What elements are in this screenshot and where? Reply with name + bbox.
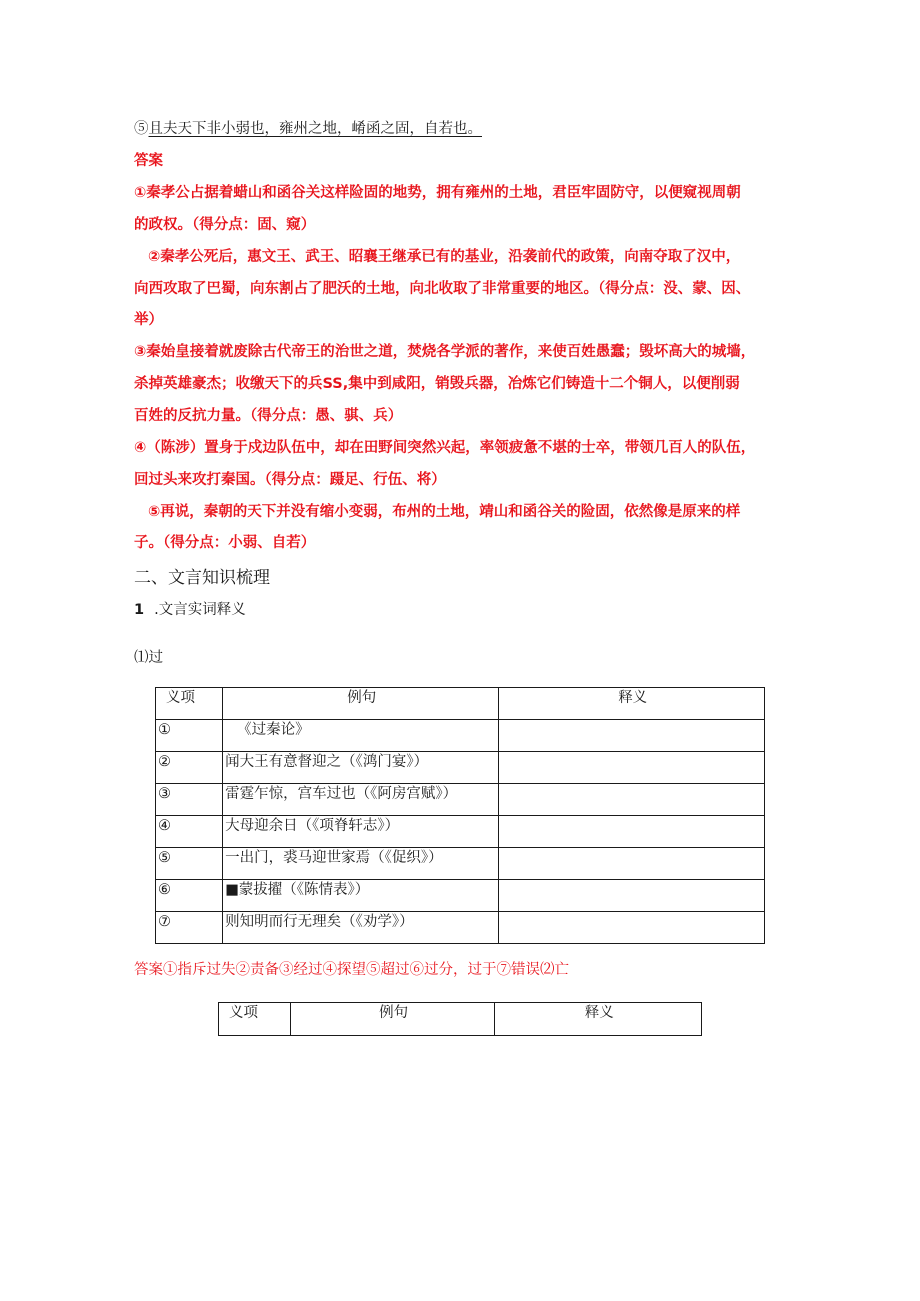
- example-cell: 闻大王有意督迎之（《鸿门宴》）: [223, 752, 499, 784]
- answer-line: 举）: [134, 312, 163, 328]
- meaning-cell[interactable]: [499, 912, 765, 944]
- table-row: [156, 784, 765, 816]
- question-5: [134, 117, 482, 138]
- example-cell: ■蒙拔擢（《陈情表》）: [223, 880, 499, 912]
- table-row: [156, 880, 765, 912]
- table-row: [156, 720, 765, 752]
- example-cell: 《过秦论》: [223, 720, 499, 752]
- answer-line: ④（陈涉）置身于戍边队伍中，却在田野间突然兴起，率领疲惫不堪的士卒，带领几百人的队伍，: [134, 440, 756, 456]
- sense-cell: ⑤: [156, 848, 223, 880]
- meaning-cell[interactable]: [499, 784, 765, 816]
- header-cell: 释义: [499, 688, 765, 720]
- vocab-table-wang: [218, 1002, 702, 1036]
- header-cell: 例句: [223, 688, 499, 720]
- meaning-cell[interactable]: [499, 816, 765, 848]
- answer-line: 子。（得分点：小弱、自若）: [134, 535, 316, 551]
- subsection-number: 1: [134, 602, 145, 618]
- answer-inline: 答案①指斥过失②责备③经过④探望⑤超过⑥过分，过于⑦错误⑵亡: [134, 962, 569, 978]
- table-row: [156, 816, 765, 848]
- meaning-cell[interactable]: [499, 880, 765, 912]
- example-cell: 则知明而行无理矣（《劝学》）: [223, 912, 499, 944]
- table-row: [156, 912, 765, 944]
- answer-line: ②秦孝公死后，惠文王、武王、昭襄王继承已有的基业，沿袭前代的政策，向南夺取了汉中，: [148, 249, 741, 265]
- example-cell: 雷霆乍惊，宫车过也（《阿房宫赋》）: [223, 784, 499, 816]
- answer-line: ①秦孝公占据着蜡山和函谷关这样险固的地势，拥有雍州的土地，君臣牢固防守，以便窥视周朝: [134, 185, 741, 201]
- sense-cell: ③: [156, 784, 223, 816]
- header-cell: 义项: [219, 1003, 291, 1036]
- sense-cell: ④: [156, 816, 223, 848]
- table-row: [156, 752, 765, 784]
- subsection-title: [134, 598, 246, 619]
- sense-cell: ⑦: [156, 912, 223, 944]
- section-title: 二、文言知识梳理: [134, 568, 270, 588]
- header-cell: 例句: [290, 1003, 495, 1036]
- sense-cell: ⑥: [156, 880, 223, 912]
- subsection-text: .文言实词释义: [154, 602, 246, 618]
- answer-line: ③秦始皇接着就废除古代帝王的治世之道，焚烧各学派的著作，来使百姓愚蠢；毁坏高大的城墙，: [134, 344, 756, 360]
- answer-line: ⑤再说，秦朝的天下并没有缩小变弱，布州的土地，靖山和函谷关的险固，依然像是原来的样: [148, 504, 741, 520]
- meaning-cell[interactable]: [499, 720, 765, 752]
- answer-line: 杀掉英雄豪杰；收缴天下的兵SS,集中到咸阳，销毁兵器，冶炼它们铸造十二个铜人，以便削弱: [134, 376, 740, 392]
- question-number: ⑤: [134, 121, 149, 137]
- header-cell: 释义: [495, 1003, 702, 1036]
- vocab-table-guo: [155, 687, 765, 944]
- answer-line: 回过头来攻打秦国。（得分点：蹑足、行伍、将）: [134, 472, 446, 488]
- answer-label: 答案: [134, 153, 163, 169]
- table-header-row: [219, 1003, 702, 1036]
- sense-cell: ①: [156, 720, 223, 752]
- table-row: [156, 848, 765, 880]
- example-cell: 大母迎余日（《项脊轩志》）: [223, 816, 499, 848]
- answer-line: 百姓的反抗力量。（得分点：愚、骐、兵）: [134, 408, 403, 424]
- example-cell: 一出门，裘马迎世家焉（《促织》）: [223, 848, 499, 880]
- question-text: 且夫天下非小弱也，雍州之地，崤函之固，自若也。: [148, 121, 482, 137]
- answer-line: 的政权。（得分点：固、窥）: [134, 217, 316, 233]
- header-cell: 义项: [156, 688, 223, 720]
- meaning-cell[interactable]: [499, 752, 765, 784]
- answer-line: 向西攻取了巴蜀，向东割占了肥沃的土地，向北收取了非常重要的地区。（得分点：没、蒙、因、: [134, 281, 751, 297]
- item-label: ⑴过: [134, 650, 163, 666]
- table-header-row: [156, 688, 765, 720]
- sense-cell: ②: [156, 752, 223, 784]
- meaning-cell[interactable]: [499, 848, 765, 880]
